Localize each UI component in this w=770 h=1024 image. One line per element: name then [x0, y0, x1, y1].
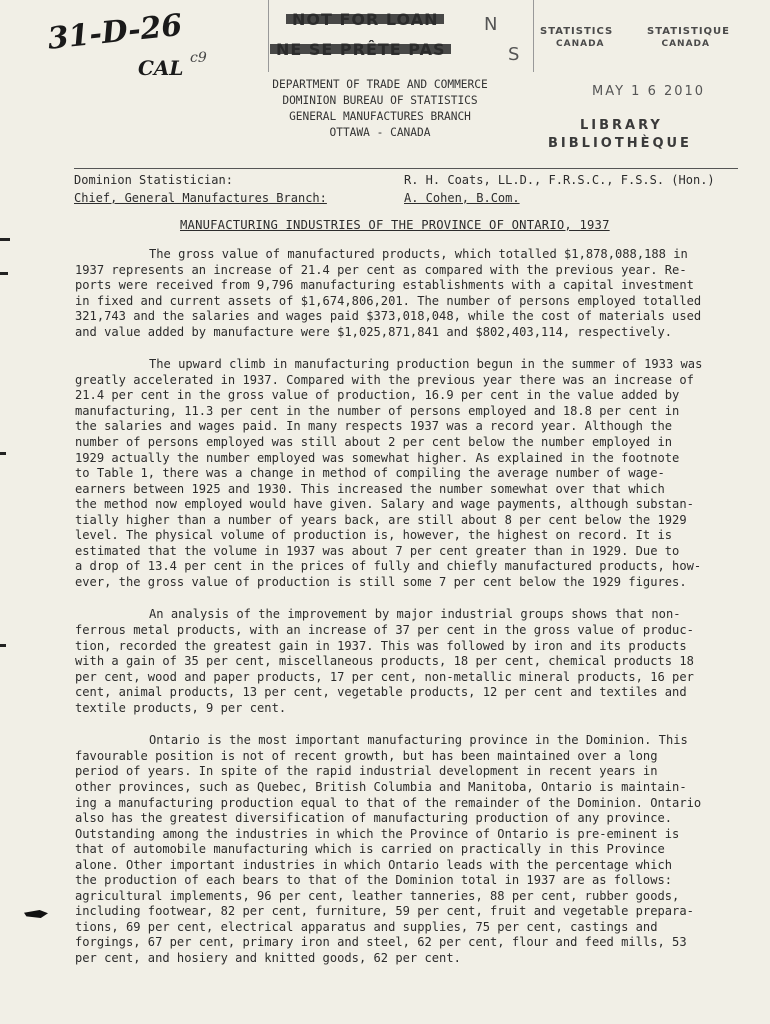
text-line: the method now employed would have given. Salary and wage payments, although substan- — [75, 497, 694, 512]
text-line: 321,743 and the salaries and wages paid $373,018,048, while the cost of materials used — [75, 309, 702, 324]
text-line: number of persons employed was still about 2 per cent below the number employed in — [75, 435, 673, 450]
document-body — [75, 247, 743, 984]
handwritten-mark: c9 — [190, 50, 207, 66]
official-role: Dominion Statistician: — [74, 173, 233, 187]
text-line: to Table 1, there was a change in method of compiling the average number of wage- — [75, 466, 665, 481]
department-line: OTTAWA - CANADA — [329, 126, 431, 139]
struck-edge-letter: S — [508, 44, 520, 65]
paragraph — [75, 607, 743, 716]
text-line: ferrous metal products, with an increase of 37 per cent in the gross value of produc- — [75, 623, 694, 638]
official-name: R. H. Coats, LL.D., F.R.S.C., F.S.S. (Hon.) — [404, 173, 715, 187]
stamp-canada-en: CANADA — [556, 39, 605, 49]
official-name: A. Cohen, B.Com. — [404, 191, 520, 205]
text-line: alone. Other important industries in which Ontario leads with the percentage which — [75, 857, 673, 872]
text-line: that of automobile manufacturing which is carried on practically in this Province — [75, 842, 665, 857]
paragraph — [75, 247, 743, 340]
margin-mark — [0, 452, 6, 455]
text-line: and value added by manufacture were $1,025,871,841 and $802,403,114, respectively. — [75, 324, 673, 339]
department-header — [230, 77, 530, 141]
text-line: with a gain of 35 per cent, miscellaneous products, 18 per cent, chemical products 18 — [75, 654, 694, 669]
text-line: a drop of 13.4 per cent in the prices of fully and chiefly manufactured products, how- — [75, 559, 702, 574]
official-role: Chief, General Manufactures Branch: — [74, 191, 327, 205]
officials-block — [74, 168, 744, 207]
stamp-statistics-fr: STATISTIQUE — [647, 26, 730, 37]
struck-header-line-1 — [292, 10, 438, 29]
text-line: 21.4 per cent in the gross value of production, 16.9 per cent in the value added by — [75, 388, 680, 403]
text-line: forgings, 67 per cent, primary iron and steel, 62 per cent, flour and feed mills, 53 — [75, 935, 687, 950]
text-line: estimated that the volume in 1937 was about 7 per cent greater than in 1929. Due to — [75, 543, 680, 558]
text-line: tion, recorded the greatest gain in 1937. This was followed by iron and its products — [75, 638, 687, 653]
divider — [74, 168, 738, 169]
text-line: the production of each bears to that of the Dominion total in 1937 are as follows: — [75, 873, 673, 888]
text-line: textile products, 9 per cent. — [75, 700, 287, 715]
department-line: GENERAL MANUFACTURES BRANCH — [289, 110, 471, 123]
department-line: DOMINION BUREAU OF STATISTICS — [282, 94, 478, 107]
text-line: ever, the gross value of production is still some 7 per cent below the 1929 figures. — [75, 574, 687, 589]
text-line: ing a manufacturing production equal to that of the remainder of the Dominion. Ontario — [75, 795, 702, 810]
text-line: including footwear, 82 per cent, furniture, 59 per cent, fruit and vegetable prepara- — [75, 904, 694, 919]
official-row — [74, 171, 744, 189]
arrow-mark — [24, 910, 48, 918]
paragraph — [75, 357, 743, 590]
handwritten-initials: CAL — [138, 56, 184, 80]
text-line: favourable position is not of recent growth, but has been maintained over a long — [75, 748, 658, 763]
paragraph — [75, 733, 743, 966]
struck-edge-letter: N — [484, 14, 498, 35]
library-stamp — [540, 26, 730, 151]
text-line: cent, animal products, 13 per cent, vegetable products, 12 per cent and textiles and — [75, 685, 687, 700]
text-line: level. The physical volume of production is, however, the highest on record. It is — [75, 528, 673, 543]
margin-mark — [0, 644, 6, 647]
struck-header-line-2 — [276, 40, 445, 59]
stamp-library-fr: BIBLIOTHÈQUE — [548, 136, 692, 151]
text-line: The gross value of manufactured products, which totalled $1,878,088,188 in — [149, 247, 688, 261]
text-line: earners between 1925 and 1930. This increased the number somewhat over that which — [75, 481, 665, 496]
text-line: period of years. In spite of the rapid industrial development in recent years in — [75, 764, 658, 779]
text-line: ports were received from 9,796 manufacturing establishments with a capital investment — [75, 278, 694, 293]
department-line: DEPARTMENT OF TRADE AND COMMERCE — [272, 78, 488, 91]
stamp-library-en: LIBRARY — [580, 118, 663, 133]
text-line: greatly accelerated in 1937. Compared with the previous year there was an increase of — [75, 372, 694, 387]
stamp-canada-fr: CANADA — [661, 39, 710, 49]
text-line: per cent, wood and paper products, 17 per cent, non-metallic mineral products, 16 per — [75, 669, 694, 684]
text-line: Ontario is the most important manufacturing province in the Dominion. This — [149, 733, 688, 748]
text-line: 1937 represents an increase of 21.4 per cent as compared with the previous year. Re- — [75, 262, 687, 277]
text-line: the salaries and wages paid. In many respects 1937 was a record year. Although the — [75, 419, 673, 434]
text-line: The upward climb in manufacturing production begun in the summer of 1933 was — [149, 357, 703, 372]
text-line: tions, 69 per cent, electrical apparatus and supplies, 75 per cent, castings and — [75, 919, 658, 934]
text-line: An analysis of the improvement by major industrial groups shows that non- — [149, 607, 681, 622]
text-line: per cent, and hosiery and knitted goods, 62 per cent. — [75, 950, 461, 965]
text-line: 1929 actually the number employed was somewhat higher. As explained in the footnote — [75, 450, 680, 465]
stamp-date: MAY 1 6 2010 — [592, 84, 706, 99]
text-line: tially higher than a number of years back, are still about 8 per cent below the 1929 — [75, 512, 687, 527]
text-line: manufacturing, 11.3 per cent in the number of persons employed and 18.8 per cent in — [75, 403, 680, 418]
official-row — [74, 189, 744, 207]
margin-mark — [0, 238, 10, 241]
text-line: other provinces, such as Quebec, British Columbia and Manitoba, Ontario is maintain- — [75, 779, 687, 794]
handwritten-reference: 31-D-26 — [46, 7, 184, 57]
margin-mark — [0, 272, 8, 275]
text-line: Outstanding among the industries in which the Province of Ontario is pre-eminent is — [75, 826, 680, 841]
stamp-statistics-en: STATISTICS — [540, 26, 614, 37]
text-line: also has the greatest diversification of manufacturing production of any province. — [75, 811, 673, 826]
text-line: in fixed and current assets of $1,674,806,201. The number of persons employed totalled — [75, 293, 702, 308]
document-title: MANUFACTURING INDUSTRIES OF THE PROVINCE OF ONTARIO, 1937 — [180, 218, 610, 232]
text-line: agricultural implements, 96 per cent, leather tanneries, 88 per cent, rubber goods, — [75, 888, 680, 903]
